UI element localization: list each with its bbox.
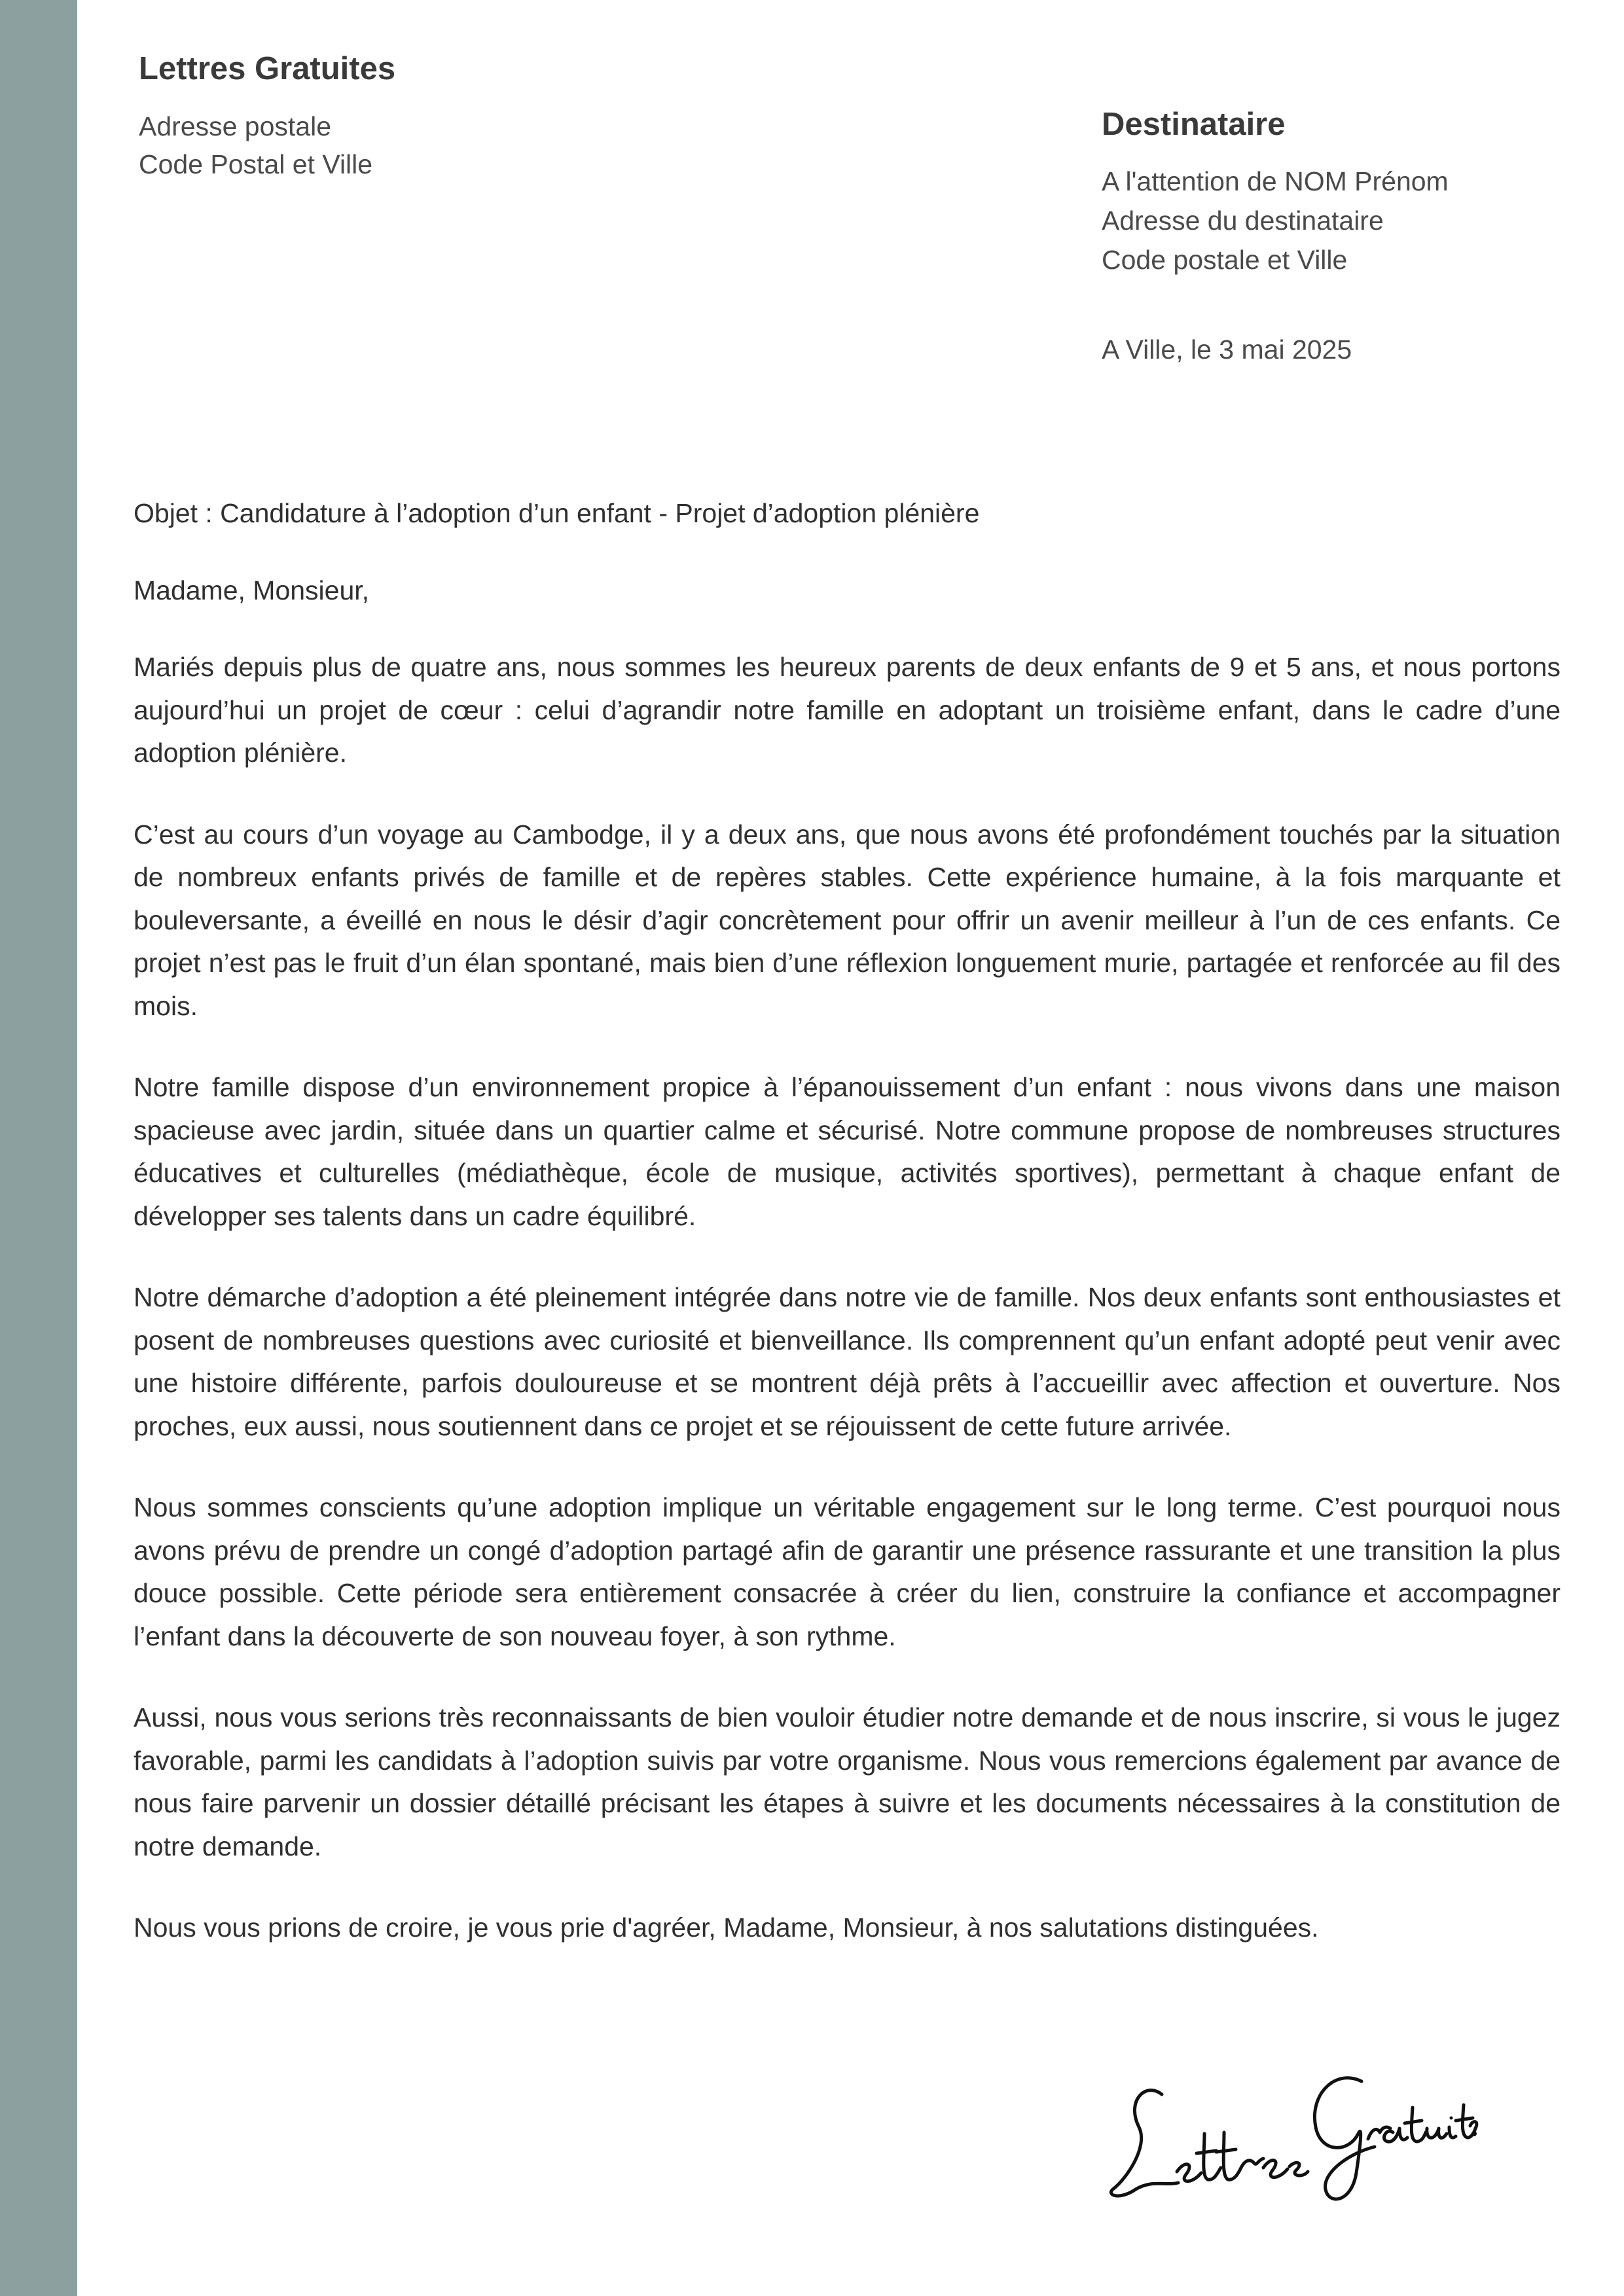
handwritten-signature [1100,2055,1479,2212]
sender-address [139,107,728,183]
letter-paragraph-5: Nous sommes conscients qu’une adoption implique un véritable engagement sur le long terme. C’est pourquoi nous avons prévu de prendre un congé d’adoption partagé afin de garantir une présence rassurante et une transition la plus douce possible. Cette période sera entièrement consacrée à créer du lien, construire la confiance et accompagner l’enfant dans la découverte de son nouveau foyer, à son rythme. [134,1492,1561,1651]
letter-paragraph-1: Mariés depuis plus de quatre ans, nous sommes les heureux parents de deux enfants de 9 et 5 ans, et nous portons aujourd’hui un projet de cœur : celui d’agrandir notre famille en adoptant un troisième enfant, dans le cadre d’une adoption plénière. [134,652,1561,768]
recipient-city: Code postale et Ville [1102,245,1348,275]
recipient-title: Destinataire [1102,107,1286,142]
letter-body [134,492,1561,1950]
letter-subject: Objet : Candidature à l’adoption d’un enfant - Projet d’adoption plénière [134,498,980,528]
letter-paragraph-6: Aussi, nous vous serions très reconnaissants de bien vouloir étudier notre demande et de nous inscrire, si vous le jugez favorable, parmi les candidats à l’adoption suivis par votre organisme. Nous vous remercions également par avance de nous faire parvenir un dossier détaillé précisant les étapes à suivre et les documents nécessaires à la constitution de notre demande. [134,1702,1561,1861]
side-band-decoration [0,0,77,2296]
signature-icon [1100,2055,1479,2212]
letter-paragraph-3: Notre famille dispose d’un environnement propice à l’épanouissement d’un enfant : nous vivons dans une maison spacieuse avec jardin, située dans un quartier calme et sécurisé. Notre commune propose de nombreuses structures éducatives et culturelles (médiathèque, école de musique, activités sportives), permettant à chaque enfant de développer ses talents dans un cadre équilibré. [134,1072,1561,1231]
recipient-block [1102,101,1599,279]
sender-block [139,46,728,183]
letter-paragraph-4: Notre démarche d’adoption a été pleinement intégrée dans notre vie de famille. Nos deux enfants sont enthousiastes et posent de nombreuses questions avec curiosité et bienveillance. Ils comprennent qu’un enfant adopté peut venir avec une histoire différente, parfois douloureuse et se montrent déjà prêts à l’accueillir avec affection et ouverture. Nos proches, eux aussi, nous soutiennent dans ce projet et se réjouissent de cette future arrivée. [134,1282,1561,1441]
letter-closing: Nous vous prions de croire, je vous prie d'agréer, Madame, Monsieur, à nos salutations distinguées. [134,1912,1319,1943]
recipient-attention: A l'attention de NOM Prénom [1102,166,1449,196]
recipient-address [1102,162,1599,279]
letter-paragraph-2: C’est au cours d’un voyage au Cambodge, il y a deux ans, que nous avons été profondément touchés par la situation de nombreux enfants privés de famille et de repères stables. Cette expérience humaine, à la fois marquante et bouleversante, a éveillé en nous le désir d’agir concrètement pour offrir un avenir meilleur à l’un de ces enfants. Ce projet n’est pas le fruit d’un élan spontané, mais bien d’une réflexion longuement murie, partagée et renforcée au fil des mois. [134,819,1561,1021]
letter-date: A Ville, le 3 mai 2025 [1102,334,1352,365]
sender-address-line1: Adresse postale [139,111,332,141]
letter-salutation: Madame, Monsieur, [134,575,370,605]
sender-name: Lettres Gratuites [139,51,396,86]
recipient-address-line: Adresse du destinataire [1102,206,1384,236]
sender-address-line2: Code Postal et Ville [139,149,373,179]
